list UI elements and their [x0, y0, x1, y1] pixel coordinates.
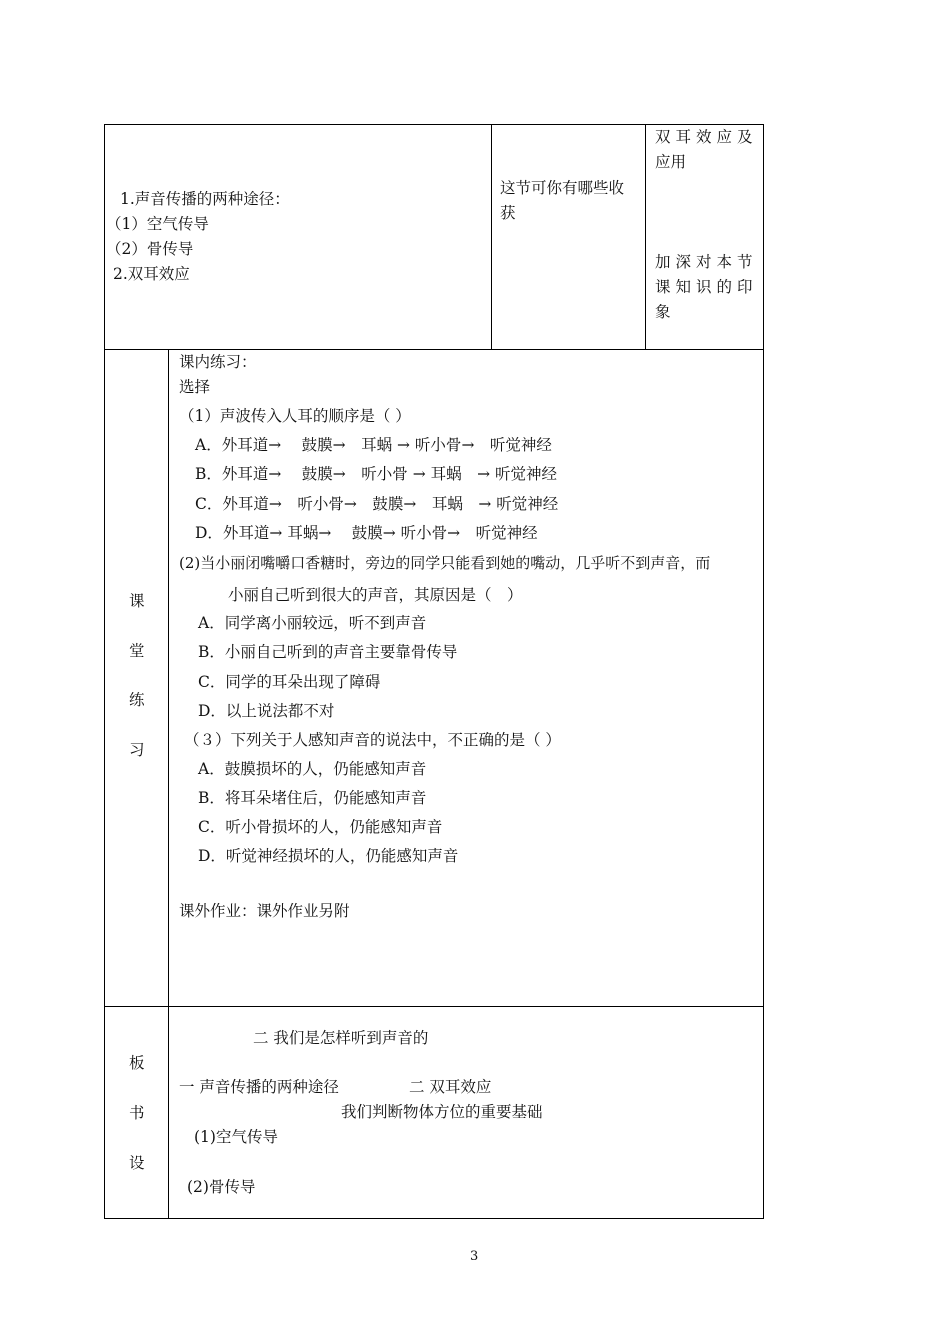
purpose-bottom-line-3: 象	[655, 303, 671, 321]
reflection-line-1: 这节可你有哪些收	[500, 179, 625, 197]
practice-intro: 课内练习：	[179, 353, 257, 371]
board-label-char-1: 板	[129, 1054, 145, 1072]
question-3-option-b: B．将耳朵堵住后，仍能感知声音	[198, 789, 427, 807]
page-number: 3	[470, 1249, 479, 1264]
purpose-top-line-2: 应用	[655, 153, 687, 171]
board-item-2: (2)骨传导	[187, 1178, 256, 1196]
question-3-stem: （３）下列关于人感知声音的说法中，不正确的是（ ）	[184, 731, 561, 749]
question-1-option-d: D．外耳道→ 耳蜗→ 鼓膜→ 听小骨→ 听觉神经	[195, 524, 538, 542]
top-col-divider-2	[645, 124, 646, 350]
board-label-char-3: 设	[129, 1154, 145, 1172]
practice-label-char-2: 堂	[129, 642, 145, 660]
table-top-border	[104, 124, 764, 125]
board-label-char-2: 书	[129, 1104, 145, 1122]
board-heading-left: 一 声音传播的两种途径	[179, 1078, 339, 1096]
practice-label-char-4: 习	[129, 741, 145, 759]
top-col-divider-1	[491, 124, 492, 350]
practice-category: 选择	[179, 378, 211, 396]
label-col-divider	[168, 349, 169, 1219]
purpose-top-line-1: 双耳效应及	[655, 128, 758, 146]
summary-line-2: （1）空气传导	[106, 215, 209, 233]
summary-line-4: 2.双耳效应	[113, 265, 190, 283]
question-3-option-c: C．听小骨损坏的人，仍能感知声音	[198, 818, 443, 836]
summary-line-1: 1.声音传播的两种途径：	[120, 190, 290, 208]
board-title: 二 我们是怎样听到声音的	[253, 1029, 429, 1047]
reflection-line-2: 获	[500, 204, 516, 222]
question-3-option-a: A．鼓膜损坏的人，仍能感知声音	[198, 760, 427, 778]
table-bottom-border	[104, 1218, 764, 1219]
question-2-stem-line-1: (2)当小丽闭嘴嚼口香糖时，旁边的同学只能看到她的嘴动，几乎听不到声音，而	[179, 554, 711, 572]
question-3-option-d: D．听觉神经损坏的人，仍能感知声音	[198, 847, 459, 865]
question-1-stem: （1）声波传入人耳的顺序是（ ）	[179, 407, 411, 425]
question-2-option-c: C．同学的耳朵出现了障碍	[198, 673, 381, 691]
purpose-bottom-line-1: 加深对本节	[655, 253, 758, 271]
homework-note: 课外作业：课外作业另附	[179, 902, 350, 920]
row-divider-2	[104, 1006, 764, 1007]
board-item-1: (1)空气传导	[194, 1128, 278, 1146]
table-left-border	[104, 124, 105, 1219]
question-2-option-b: B．小丽自己听到的声音主要靠骨传导	[198, 643, 458, 661]
practice-label-char-1: 课	[129, 592, 145, 610]
summary-line-3: （2）骨传导	[106, 240, 194, 258]
question-2-option-d: D．以上说法都不对	[198, 702, 335, 720]
question-1-option-c: C．外耳道→ 听小骨→ 鼓膜→ 耳蜗 → 听觉神经	[195, 495, 559, 513]
practice-label-char-3: 练	[129, 691, 145, 709]
question-2-option-a: A．同学离小丽较远，听不到声音	[198, 614, 427, 632]
purpose-bottom-line-2: 课知识的印	[655, 278, 758, 296]
board-heading-right: 二 双耳效应	[409, 1078, 492, 1096]
table-right-border	[763, 124, 764, 1219]
question-2-stem-line-2: 小丽自己听到很大的声音，其原因是（ ）	[228, 586, 523, 604]
question-1-option-b: B．外耳道→ 鼓膜→ 听小骨 → 耳蜗 → 听觉神经	[195, 465, 558, 483]
question-1-option-a: A．外耳道→ 鼓膜→ 耳蜗 → 听小骨→ 听觉神经	[195, 436, 552, 454]
board-right-subtext: 我们判断物体方位的重要基础	[341, 1103, 543, 1121]
row-divider-1	[104, 349, 764, 350]
